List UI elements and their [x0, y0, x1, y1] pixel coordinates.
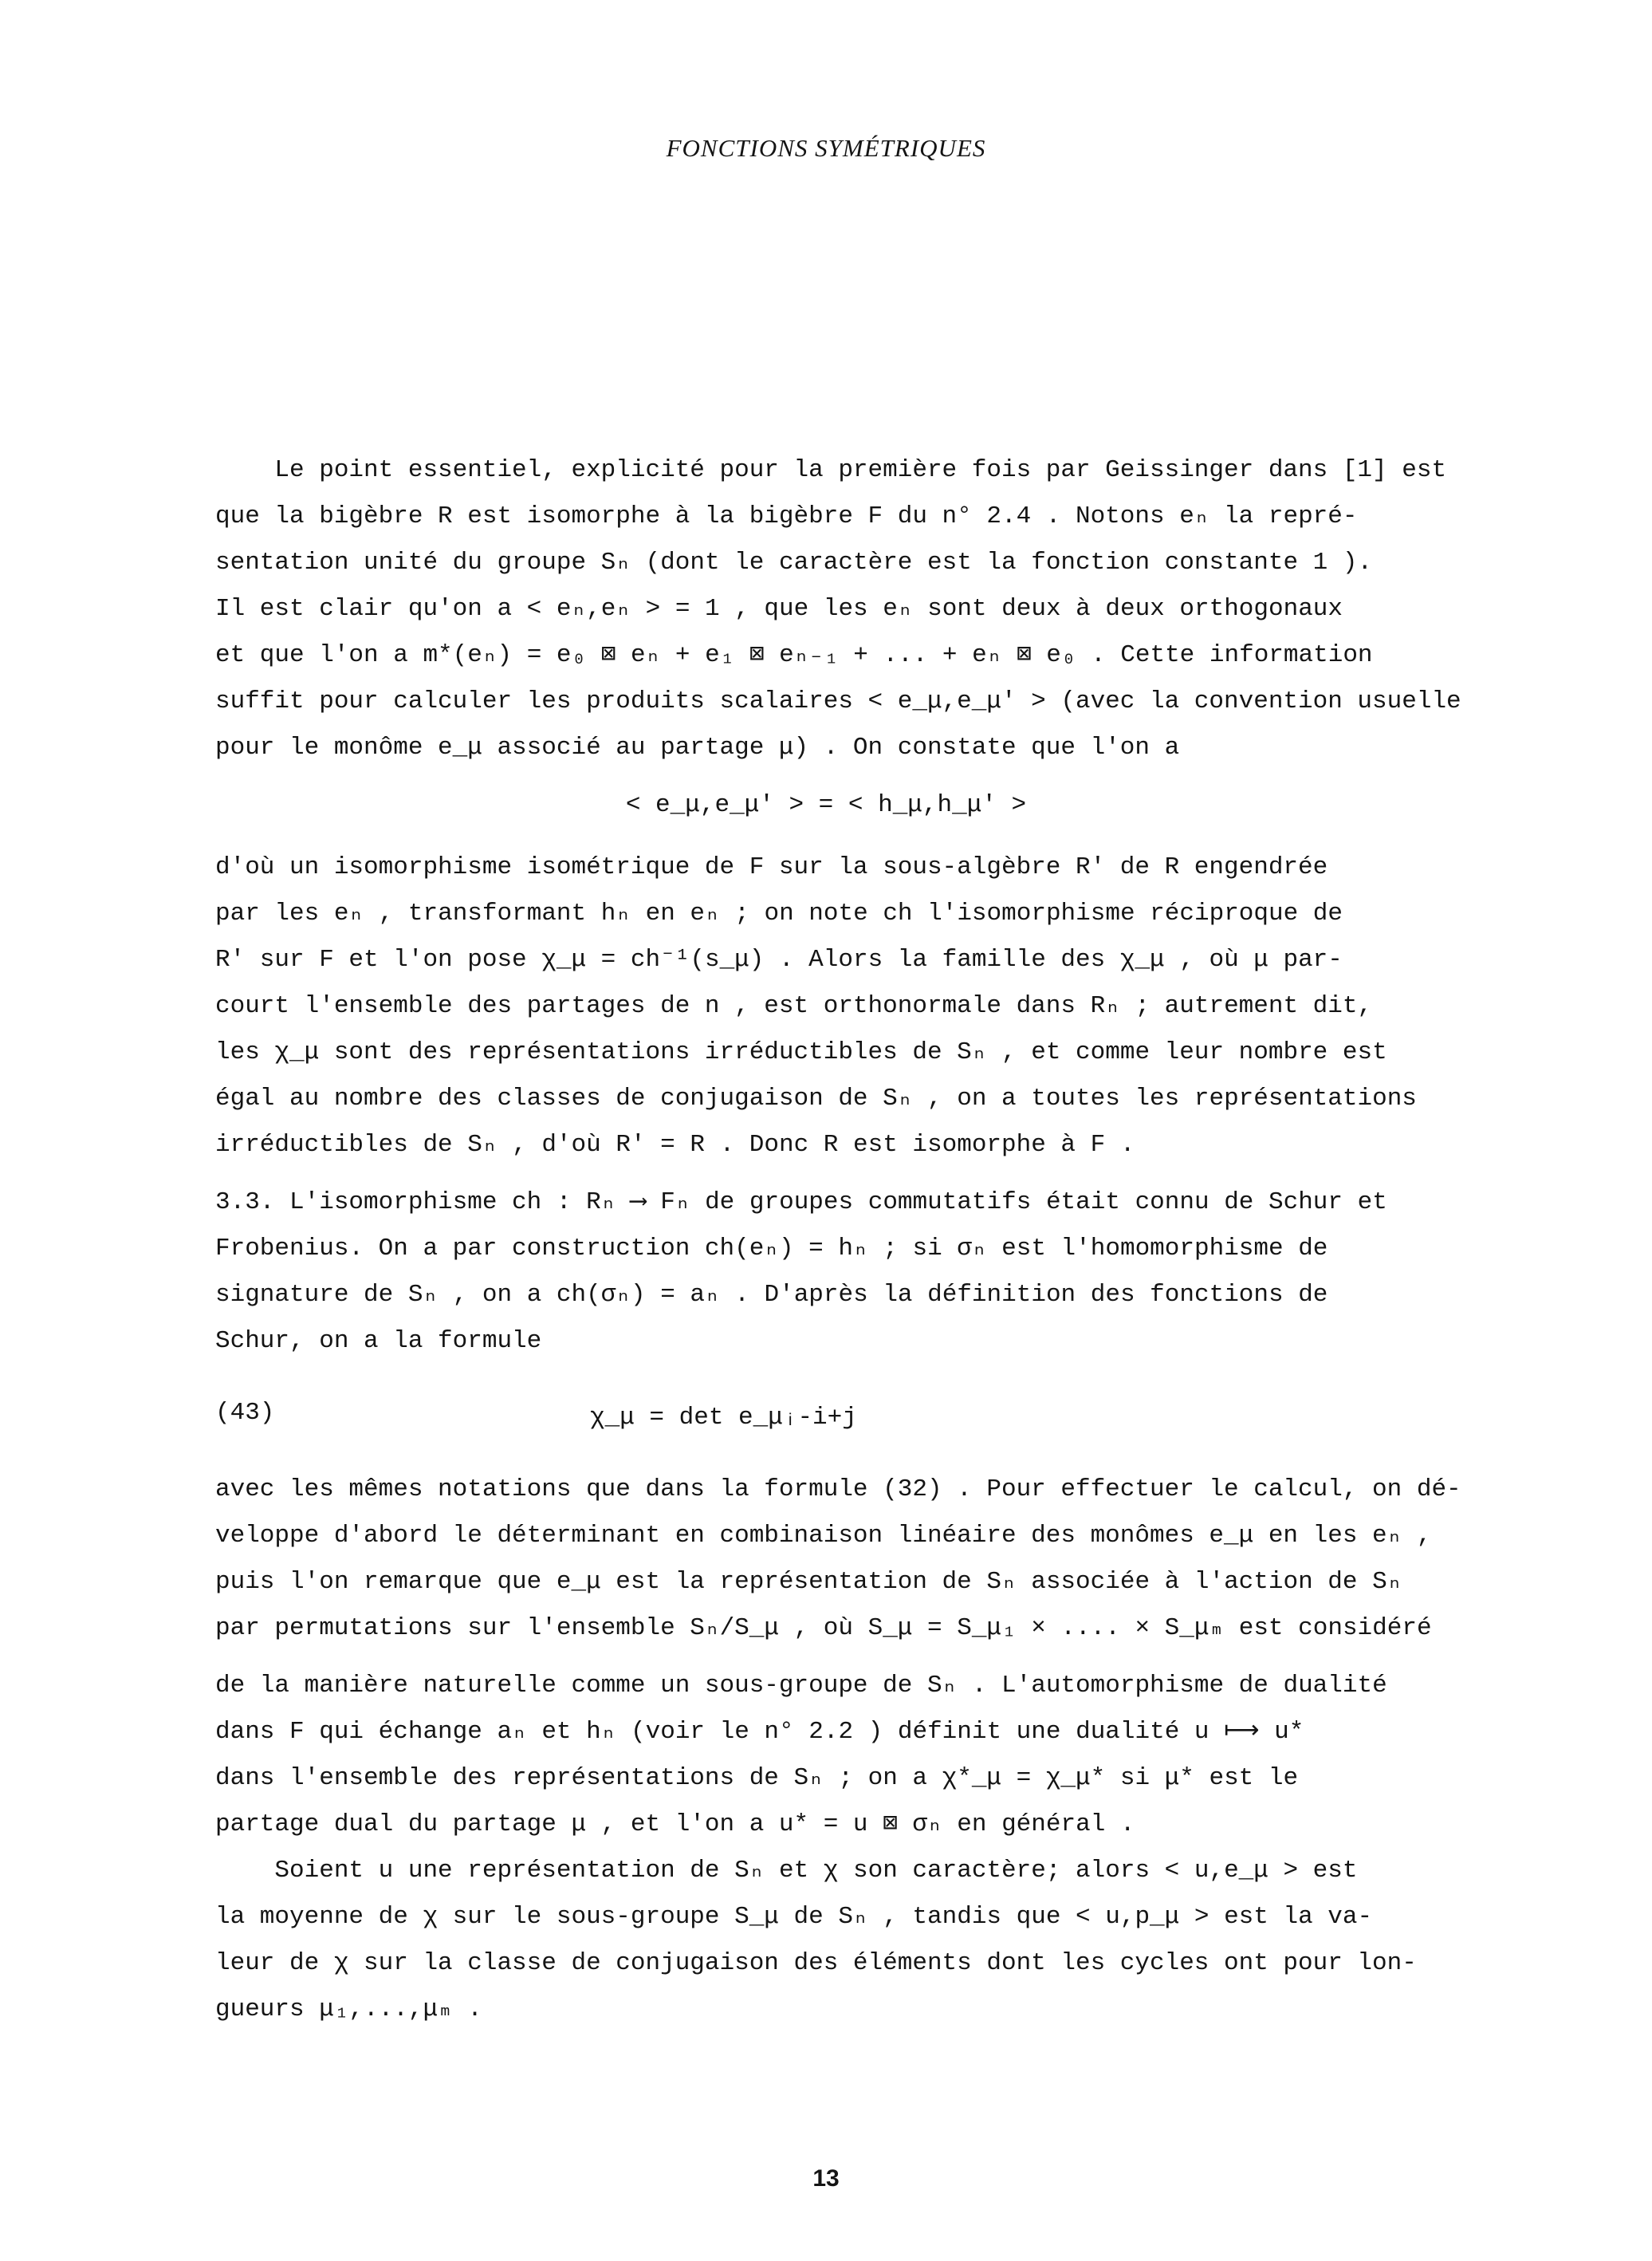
text-line: par les eₙ , transformant hₙ en eₙ ; on note ch l'isomorphisme réciproque de	[215, 900, 1343, 928]
text-line: signature de Sₙ , on a ch(σₙ) = aₙ . D'après la définition des fonctions de	[215, 1281, 1328, 1309]
text-line: Il est clair qu'on a < eₙ,eₙ > = 1 , que les eₙ sont deux à deux orthogonaux	[215, 595, 1343, 623]
text-line: avec les mêmes notations que dans la formule (32) . Pour effectuer le calcul, on dé-	[215, 1475, 1461, 1503]
text-line: pour le monôme e_μ associé au partage μ) . On constate que l'on a	[215, 734, 1180, 762]
text-line: que la bigèbre R est isomorphe à la bigèbre F du n° 2.4 . Notons eₙ la repré-	[215, 502, 1358, 530]
text-line: sentation unité du groupe Sₙ (dont le caractère est la fonction constante 1 ).	[215, 549, 1373, 577]
text-line: dans l'ensemble des représentations de Sₙ ; on a χ*_μ = χ_μ* si μ* est le	[215, 1764, 1299, 1792]
text-line: les χ_μ sont des représentations irréductibles de Sₙ , et comme leur nombre est	[215, 1038, 1387, 1066]
equation-label: (43)	[215, 1399, 275, 1427]
text-line: Le point essentiel, explicité pour la première fois par Geissinger dans [1] est	[215, 456, 1447, 484]
running-header: FONCTIONS SYMÉTRIQUES	[666, 134, 986, 162]
text-line: de la manière naturelle comme un sous-groupe de Sₙ . L'automorphisme de dualité	[215, 1672, 1387, 1700]
text-line: dans F qui échange aₙ et hₙ (voir le n° 2.2 ) définit une dualité u ⟼ u*	[215, 1718, 1304, 1746]
section-3-3-line: 3.3. L'isomorphisme ch : Rₙ ⟶ Fₙ de groupes commutatifs était connu de Schur et	[215, 1188, 1387, 1216]
page-number: 13	[812, 2165, 840, 2192]
text-line: d'où un isomorphisme isométrique de F sur la sous-algèbre R' de R engendrée	[215, 853, 1328, 881]
text-line: irréductibles de Sₙ , d'où R' = R . Donc R est isomorphe à F .	[215, 1131, 1135, 1159]
text-line: la moyenne de χ sur le sous-groupe S_μ de Sₙ , tandis que < u,p_μ > est la va-	[215, 1903, 1373, 1931]
text-line: Frobenius. On a par construction ch(eₙ) = hₙ ; si σₙ est l'homomorphisme de	[215, 1235, 1328, 1262]
text-line: puis l'on remarque que e_μ est la représentation de Sₙ associée à l'action de Sₙ	[215, 1568, 1402, 1596]
text-line: Schur, on a la formule	[215, 1327, 542, 1355]
text-line: suffit pour calculer les produits scalaires < e_μ,e_μ' > (avec la convention usuelle	[215, 687, 1461, 715]
equation-43: χ_μ = det e_μᵢ-i+j	[590, 1404, 857, 1432]
text-line: gueurs μ₁,...,μₘ .	[215, 1995, 482, 2023]
text-line: égal au nombre des classes de conjugaison de Sₙ , on a toutes les représentations	[215, 1085, 1417, 1113]
text-line: court l'ensemble des partages de n , est orthonormale dans Rₙ ; autrement dit,	[215, 992, 1373, 1020]
text-line: veloppe d'abord le déterminant en combinaison linéaire des monômes e_μ en les eₙ ,	[215, 1522, 1432, 1550]
text-line: partage dual du partage μ , et l'on a u* = u ⊠ σₙ en général .	[215, 1810, 1135, 1838]
text-line: Soient u une représentation de Sₙ et χ son caractère; alors < u,e_μ > est	[215, 1857, 1358, 1885]
display-equation: < e_μ,e_μ' > = < h_μ,h_μ' >	[625, 791, 1027, 819]
text-line: leur de χ sur la classe de conjugaison des éléments dont les cycles ont pour lon-	[215, 1949, 1417, 1977]
text-line: et que l'on a m*(eₙ) = e₀ ⊠ eₙ + e₁ ⊠ eₙ₋₁ + ... + eₙ ⊠ e₀ . Cette information	[215, 641, 1373, 669]
text-line: R' sur F et l'on pose χ_μ = ch⁻¹(s_μ) . Alors la famille des χ_μ , où μ par-	[215, 946, 1343, 974]
text-line: par permutations sur l'ensemble Sₙ/S_μ , où S_μ = S_μ₁ × .... × S_μₘ est considéré	[215, 1614, 1432, 1642]
